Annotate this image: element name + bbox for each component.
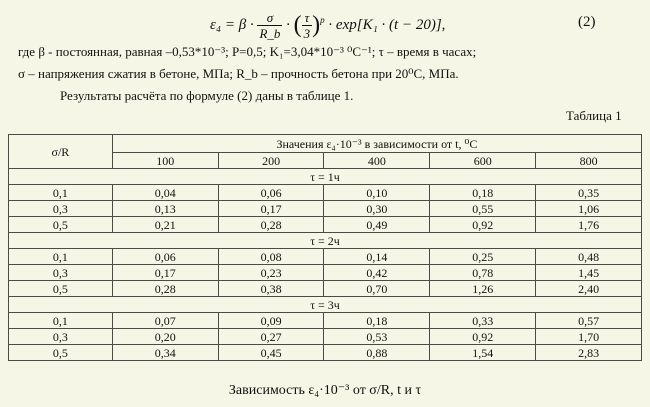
formula-rest: · exp[K₁ · (t − 20)], — [328, 16, 446, 33]
table-row — [9, 313, 642, 329]
value-cell: 1,70 — [536, 329, 642, 345]
sigma-r-cell: 0,1 — [9, 313, 113, 329]
formula-number: (2) — [578, 14, 596, 30]
value-cell: 0,08 — [218, 249, 324, 265]
group-label: τ = 1ч — [9, 169, 642, 185]
sigma-r-cell: 0,3 — [9, 201, 113, 217]
value-cell: 0,06 — [112, 249, 218, 265]
value-cell: 1,06 — [536, 201, 642, 217]
group-label: τ = 3ч — [9, 297, 642, 313]
value-cell: 0,04 — [112, 185, 218, 201]
value-cell: 0,28 — [218, 217, 324, 233]
formula-lhs: ε₄ = β · — [210, 16, 254, 33]
value-cell: 0,21 — [112, 217, 218, 233]
sigma-r-cell: 0,1 — [9, 185, 113, 201]
value-cell: 1,76 — [536, 217, 642, 233]
value-cell: 0,28 — [112, 281, 218, 297]
value-cell: 0,25 — [430, 249, 536, 265]
value-cell: 1,26 — [430, 281, 536, 297]
value-cell: 0,17 — [218, 201, 324, 217]
value-cell: 0,92 — [430, 329, 536, 345]
header-temp-400: 400 — [324, 153, 430, 169]
table-row — [9, 217, 642, 233]
value-cell: 2,40 — [536, 281, 642, 297]
value-cell: 2,83 — [536, 345, 642, 361]
value-cell: 0,07 — [112, 313, 218, 329]
table-caption: Зависимость ε₄·10⁻³ от σ/R, t и τ — [228, 383, 422, 398]
value-cell: 0,35 — [536, 185, 642, 201]
table-row — [9, 249, 642, 265]
table-row — [9, 281, 642, 297]
value-cell: 0,57 — [536, 313, 642, 329]
sigma-r-cell: 0,5 — [9, 281, 113, 297]
results-table — [8, 134, 642, 361]
value-cell: 0,14 — [324, 249, 430, 265]
value-cell: 0,06 — [218, 185, 324, 201]
value-cell: 0,70 — [324, 281, 430, 297]
value-cell: 0,48 — [536, 249, 642, 265]
sigma-r-cell: 0,1 — [9, 249, 113, 265]
value-cell: 0,53 — [324, 329, 430, 345]
value-cell: 0,55 — [430, 201, 536, 217]
value-cell: 1,45 — [536, 265, 642, 281]
formula-expression: ε₄ = β · $\frac{\sigma}{R\_b}$ · ( $\frac{\tau}{3}$ )$^p$ · exp[K₁ · (t − 20)], — [210, 10, 446, 41]
table-row — [9, 329, 642, 345]
frac2-top: τ — [302, 10, 313, 26]
group-label: τ = 2ч — [9, 233, 642, 249]
sigma-r-cell: 0,5 — [9, 217, 113, 233]
sigma-r-cell: 0,3 — [9, 329, 113, 345]
table-row — [9, 185, 642, 201]
value-cell: 0,27 — [218, 329, 324, 345]
header-temp-200: 200 — [218, 153, 324, 169]
fraction-sigma-over-rb — [257, 10, 282, 41]
value-cell: 0,33 — [430, 313, 536, 329]
value-cell: 0,34 — [112, 345, 218, 361]
value-cell: 0,09 — [218, 313, 324, 329]
value-cell: 1,54 — [430, 345, 536, 361]
table-label: Таблица 1 — [566, 108, 622, 123]
value-cell: 0,78 — [430, 265, 536, 281]
value-cell: 0,10 — [324, 185, 430, 201]
value-cell: 0,23 — [218, 265, 324, 281]
frac2-bot: 3 — [303, 26, 311, 41]
value-cell: 0,45 — [218, 345, 324, 361]
sigma-r-cell: 0,3 — [9, 265, 113, 281]
frac1-bot: R_b — [259, 26, 281, 41]
value-cell: 0,13 — [112, 201, 218, 217]
fraction-tau-over-3 — [302, 10, 313, 41]
formula-exponent: p — [320, 14, 325, 25]
header-temp-800: 800 — [536, 153, 642, 169]
sigma-r-cell: 0,5 — [9, 345, 113, 361]
table-row — [9, 265, 642, 281]
text-line-3: Результаты расчёта по формуле (2) даны в таблице 1. — [60, 88, 354, 103]
value-cell: 0,18 — [324, 313, 430, 329]
header-values-span: Значения ε₄·10⁻³ в зависимости от t, ⁰C — [112, 135, 641, 153]
header-temp-600: 600 — [430, 153, 536, 169]
text-line-2: σ – напряжения сжатия в бетоне, МПа; R_b – прочность бетона при 20⁰С, МПа. — [18, 66, 459, 81]
header-sigma-r: σ/R — [9, 135, 113, 169]
table-row — [9, 201, 642, 217]
formula — [0, 4, 650, 48]
value-cell: 0,42 — [324, 265, 430, 281]
value-cell: 0,88 — [324, 345, 430, 361]
frac1-top: σ — [257, 10, 282, 26]
value-cell: 0,18 — [430, 185, 536, 201]
value-cell: 0,49 — [324, 217, 430, 233]
value-cell: 0,38 — [218, 281, 324, 297]
table-row — [9, 345, 642, 361]
value-cell: 0,20 — [112, 329, 218, 345]
value-cell: 0,17 — [112, 265, 218, 281]
header-temp-100: 100 — [112, 153, 218, 169]
value-cell: 0,92 — [430, 217, 536, 233]
text-line-1: где β - постоянная, равная –0,53*10⁻³; P=0,5; K₁=3,04*10⁻³ ⁰C⁻¹; τ – время в часах; — [18, 44, 477, 59]
value-cell: 0,30 — [324, 201, 430, 217]
